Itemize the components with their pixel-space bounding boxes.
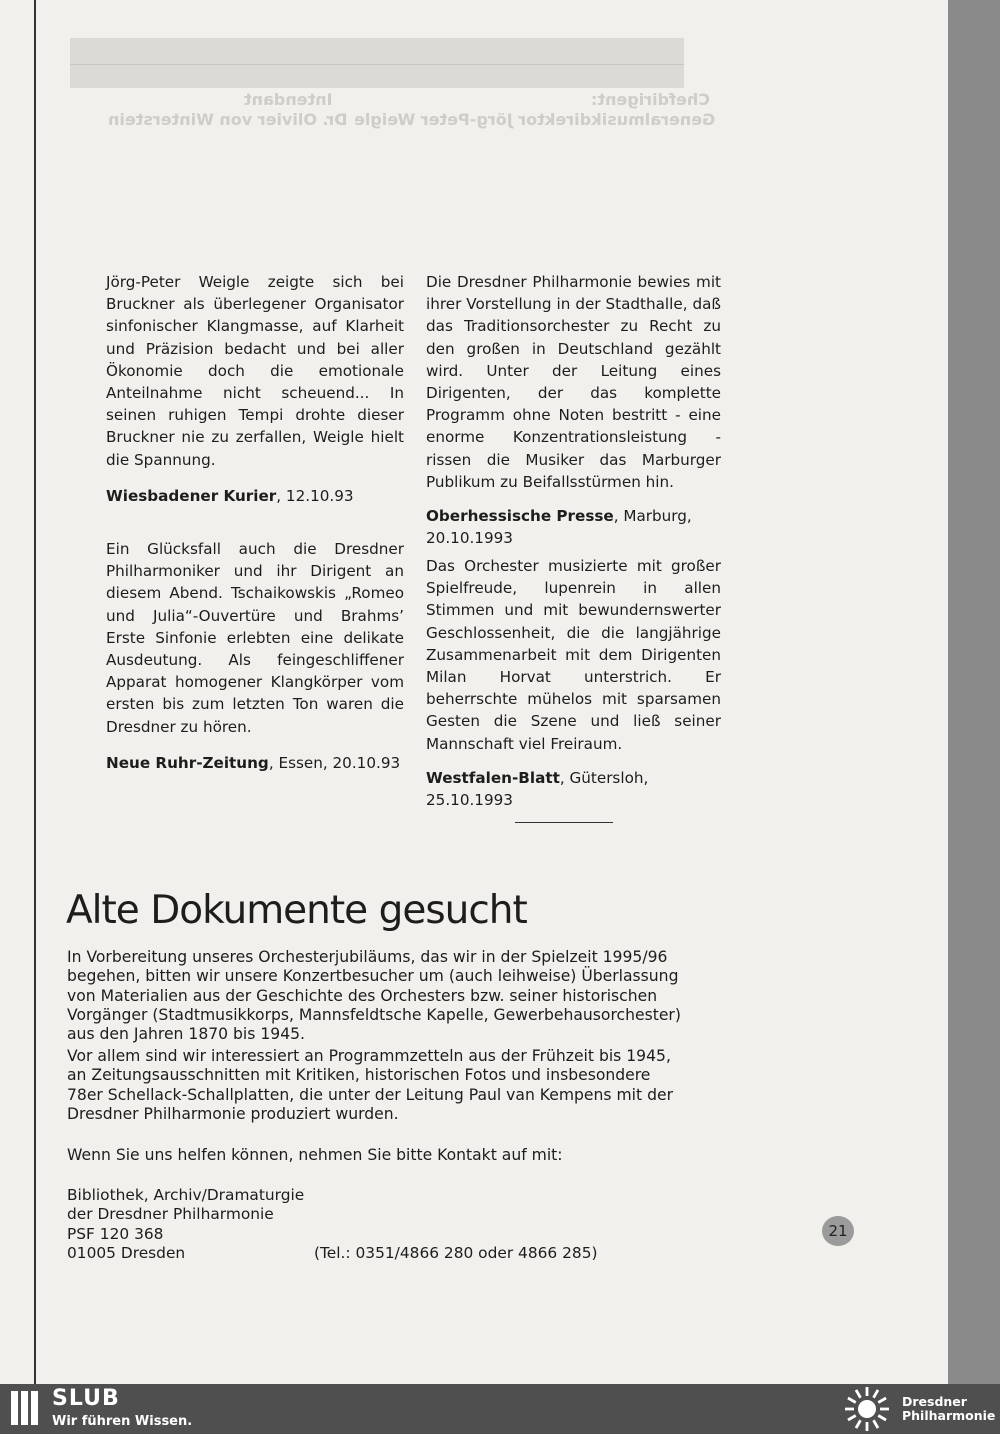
review-source [106, 485, 404, 507]
review-source [426, 505, 721, 549]
review-text: Die Dresdner Philharmonie bewies mit ihrer Vorstellung in der Stadthalle, daß das Traditionsorchester zu Recht zu den großen in Deutschland gezählt wird. Unter der Leitung eines Dirigenten, der das komplette Programm ohne Noten bestritt - eine enorme Konzentrationsleistung - rissen die Musiker das Marburger Publikum zu Beifallsstürmen hin. [426, 273, 721, 491]
show-through-rule [70, 64, 684, 65]
review-right-2 [426, 555, 721, 811]
notice-heading: Alte Dokumente gesucht [66, 888, 527, 933]
scan-background-edge [948, 0, 1000, 1384]
review-source-details: , 12.10.93 [276, 486, 354, 505]
library-tagline: Wir führen Wissen. [52, 1414, 193, 1429]
slub-logo-icon[interactable] [10, 1389, 40, 1427]
library-name[interactable]: SLUB [52, 1386, 120, 1411]
review-left-2 [106, 538, 404, 774]
review-source-name: Neue Ruhr-Zeitung [106, 753, 269, 772]
partner-name-line-1: Dresdner [902, 1394, 967, 1409]
review-source-name: Westfalen-Blatt [426, 768, 560, 787]
address-line: PSF 120 368 [67, 1224, 164, 1243]
philharmonie-sunburst-icon[interactable] [842, 1386, 892, 1432]
previous-page-edge [0, 0, 36, 1384]
show-through-header-left-1: Intendant [244, 90, 333, 109]
address-line: Bibliothek, Archiv/Dramaturgie [67, 1186, 305, 1204]
review-right-1 [426, 271, 721, 549]
review-source-name: Wiesbadener Kurier [106, 486, 277, 505]
review-source-details: , Marburg, 20.10.1993 [426, 507, 692, 548]
address-line: 01005 Dresden [67, 1244, 186, 1263]
partner-name [902, 1395, 995, 1423]
contact-phone: (Tel.: 0351/4866 280 oder 4866 285) [314, 1244, 598, 1262]
partner-name-line-2: Philharmonie [902, 1408, 996, 1423]
review-left-1 [106, 271, 404, 507]
review-text: Ein Glücksfall auch die Dresdner Philharmoniker und ihr Dirigent an diesem Abend. Tschaikowskis „Romeo und Julia“-Ouvertüre und Brahms’ Erste Sinfonie erlebten eine delikate Ausdeutung. Als feingeschliffener Apparat homogener Klangkörper vom ersten bis zum letzten Ton waren die Dresdner zu hören. [106, 540, 404, 736]
review-text: Jörg-Peter Weigle zeigte sich bei Bruckner als überlegener Organisator sinfonischer Klangmasse, auf Klarheit und Präzision bedacht und bei aller Ökonomie doch die emotionale Anteilnahme nicht scheuend... In seinen ruhigen Tempi drohte dieser Bruckner nie zu zerfallen, Weigle hielt die Spannung. [106, 273, 404, 469]
show-through-header-right-1: Chefdirigent: [591, 90, 710, 109]
review-source-details: , Gütersloh, 25.10.1993 [426, 768, 649, 810]
show-through-header-band [70, 38, 684, 88]
address-line: der Dresdner Philharmonie [67, 1205, 274, 1224]
review-source-details: , Essen, 20.10.93 [268, 753, 401, 772]
review-text: Das Orchester musizierte mit großer Spielfreude, lupenrein in allen Stimmen und mit bewundernswerter Geschlossenheit, die die langjährige Zusammenarbeit mit dem Dirigenten Milan Horvat unterstrich. Er beherrschte mühelos mit sparsamen Gesten die Szene und ließ seiner Mannschaft viel Freiraum. [426, 557, 721, 753]
contact-address [67, 1186, 304, 1264]
review-source [426, 767, 721, 811]
notice-paragraph-2: Vor allem sind wir interessiert an Programmzetteln aus der Frühzeit bis 1945, an Zeitungsausschnitten mit Kritiken, historischen Fotos und insbesondere 78er Schellack-Schallplatten, die unter der Leitung Paul van Kempens mit der Dresdner Philharmonie produziert wurden. [67, 1047, 673, 1123]
page-number-badge: 21 [822, 1216, 854, 1246]
review-source-name: Oberhessische Presse [426, 507, 614, 526]
notice-paragraph-1: In Vorbereitung unseres Orchesterjubiläums, das wir in der Spielzeit 1995/96 begehen, bitten wir unsere Konzertbesucher um (auch leihweise) Überlassung von Materialien aus der Geschichte des Orchesters bzw. seiner historischen Vorgänger (Stadtmusikkorps, Mannsfeldtsche Kapelle, Gewerbehausorchester) aus den Jahren 1870 bis 1945. [67, 948, 681, 1044]
show-through-header-left-2: Dr. Olivier von Winterstein [108, 110, 348, 129]
review-source [106, 752, 404, 774]
notice-paragraph-3: Wenn Sie uns helfen können, nehmen Sie bitte Kontakt auf mit: [67, 1146, 563, 1164]
section-divider [515, 822, 613, 823]
show-through-header-right-2: Generalmusikdirektor Jörg-Peter Weigle [354, 110, 716, 129]
